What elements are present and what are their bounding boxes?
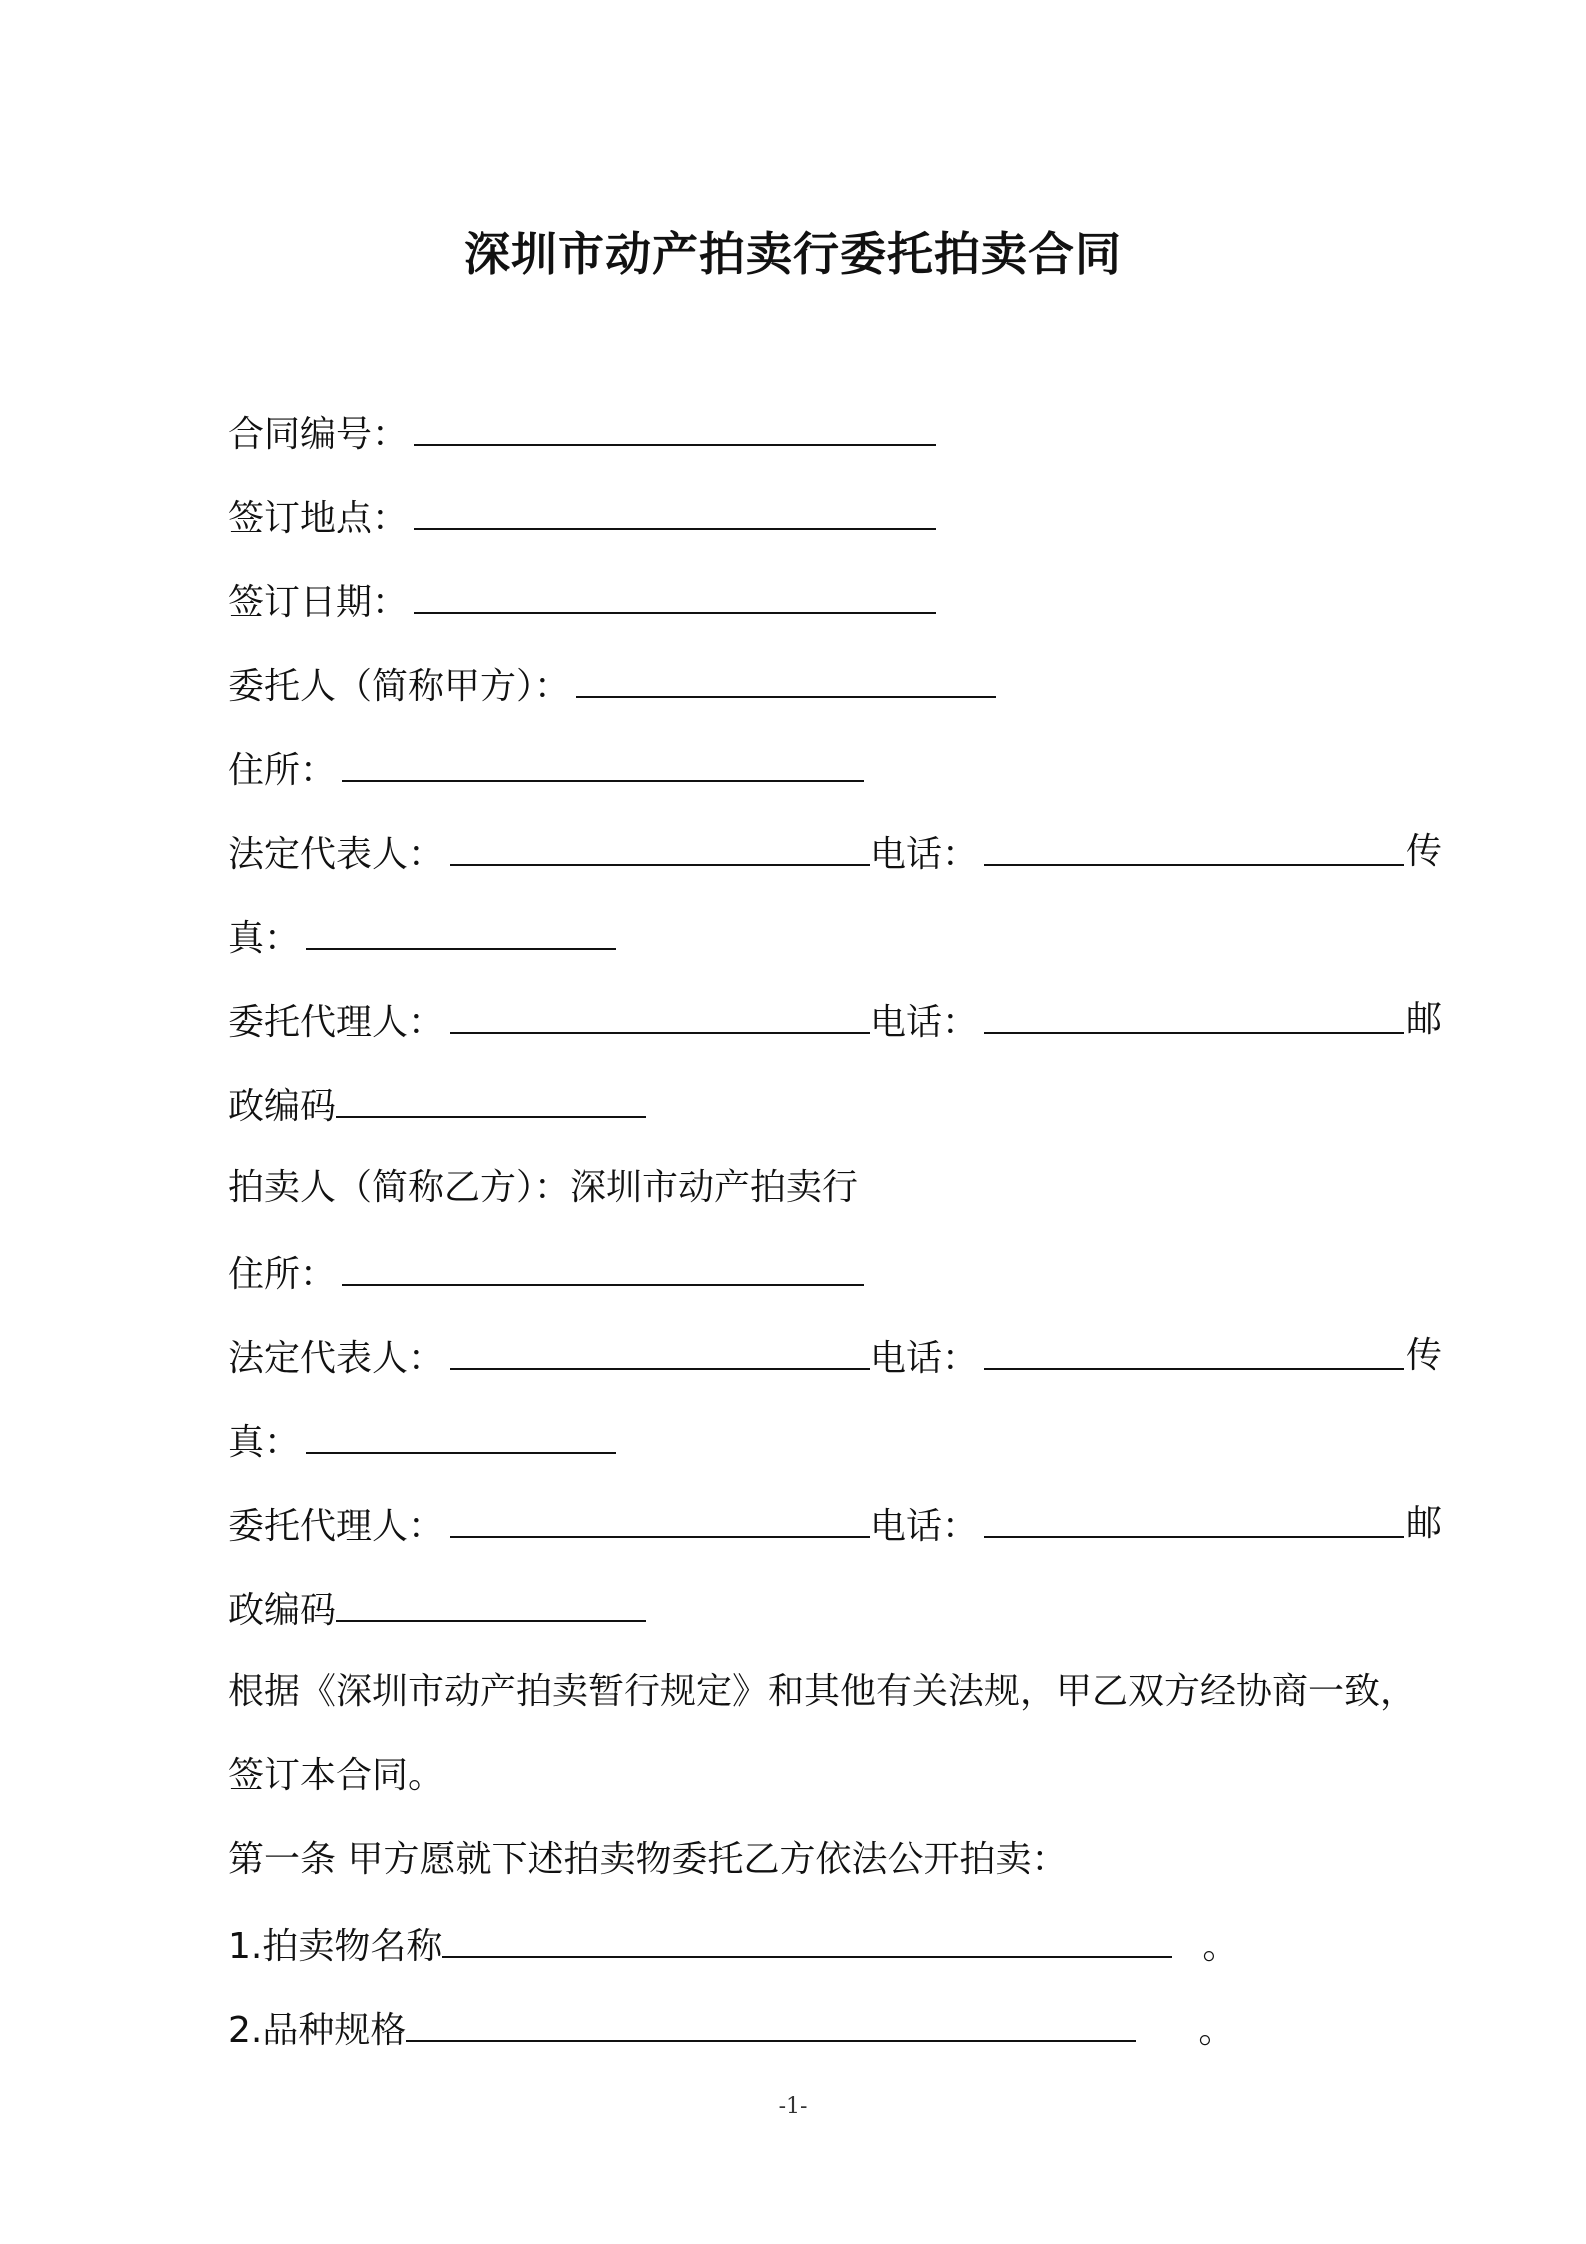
party-a-fax-field[interactable] — [306, 914, 616, 950]
party-a-address-label: 住所： — [228, 750, 337, 791]
party-b-agent-row — [228, 1502, 1404, 1549]
party-b-legal-rep-row — [228, 1334, 1404, 1381]
sign-date-row — [228, 578, 936, 625]
party-a-agent-phone-label: 电话： — [870, 1002, 979, 1043]
party-b-fax-field[interactable] — [306, 1418, 616, 1454]
party-a-fax-label: 真： — [228, 918, 301, 959]
party-a-label: 委托人（简称甲方）： — [228, 666, 571, 707]
party-b-row — [228, 1166, 858, 1210]
item-2-label: 2.品种规格 — [228, 2010, 407, 2051]
party-a-legal-rep-row — [228, 830, 1404, 877]
party-b-phone-label: 电话： — [870, 1338, 979, 1379]
party-b-agent-field[interactable] — [450, 1502, 870, 1538]
sign-place-label: 签订地点： — [228, 498, 409, 539]
party-b-name: 深圳市动产拍卖行 — [570, 1167, 859, 1208]
party-a-postcode-label-start: 邮 — [1406, 999, 1443, 1040]
party-b-agent-label: 委托代理人： — [228, 1506, 445, 1547]
party-b-label: 拍卖人（简称乙方）： — [228, 1167, 571, 1208]
party-b-legal-rep-label: 法定代表人： — [228, 1338, 445, 1379]
party-a-agent-field[interactable] — [450, 998, 870, 1034]
sign-date-label: 签订日期： — [228, 582, 409, 623]
preamble-line-1: 根据《深圳市动产拍卖暂行规定》和其他有关法规，甲乙双方经协商一致， — [228, 1671, 1417, 1712]
party-b-fax-row — [228, 1418, 616, 1465]
document-title: 深圳市动产拍卖行委托拍卖合同 — [464, 227, 1122, 281]
party-a-phone-label: 电话： — [870, 834, 979, 875]
party-a-agent-label: 委托代理人： — [228, 1002, 445, 1043]
party-a-address-field[interactable] — [342, 746, 864, 782]
sign-place-field[interactable] — [414, 494, 936, 530]
contract-number-row — [228, 410, 936, 457]
contract-number-field[interactable] — [414, 410, 936, 446]
party-b-postcode-label-start: 邮 — [1406, 1503, 1443, 1544]
party-a-legal-rep-label: 法定代表人： — [228, 834, 445, 875]
sign-date-field[interactable] — [414, 578, 936, 614]
party-b-fax-label: 真： — [228, 1422, 301, 1463]
party-b-address-row — [228, 1250, 864, 1297]
party-a-postcode-row — [228, 1082, 646, 1129]
party-b-agent-phone-field[interactable] — [984, 1502, 1404, 1538]
party-b-address-label: 住所： — [228, 1254, 337, 1295]
party-a-agent-row — [228, 998, 1404, 1045]
party-a-postcode-label: 政编码 — [228, 1086, 337, 1127]
party-a-legal-rep-field[interactable] — [450, 830, 870, 866]
party-a-row — [228, 662, 996, 709]
party-a-postcode-field[interactable] — [336, 1082, 646, 1118]
item-2-row — [228, 2006, 1234, 2053]
party-a-address-row — [228, 746, 864, 793]
party-b-postcode-row — [228, 1586, 646, 1633]
item-2-field[interactable] — [406, 2006, 1136, 2042]
party-b-fax-label-start: 传 — [1406, 1335, 1443, 1376]
party-b-postcode-field[interactable] — [336, 1586, 646, 1622]
party-a-fax-label-start: 传 — [1406, 831, 1443, 872]
page-number: -1- — [778, 2094, 808, 2119]
article-1: 第一条 甲方愿就下述拍卖物委托乙方依法公开拍卖： — [228, 1839, 1068, 1880]
party-a-agent-phone-field[interactable] — [984, 998, 1404, 1034]
item-1-label: 1.拍卖物名称 — [228, 1926, 443, 1967]
party-b-postcode-label: 政编码 — [228, 1590, 337, 1631]
party-a-phone-field[interactable] — [984, 830, 1404, 866]
item-1-row — [228, 1922, 1238, 1969]
item-1-field[interactable] — [442, 1922, 1172, 1958]
party-b-legal-rep-field[interactable] — [450, 1334, 870, 1370]
party-b-phone-field[interactable] — [984, 1334, 1404, 1370]
contract-number-label: 合同编号： — [228, 414, 409, 455]
item-1-period: 。 — [1202, 1926, 1239, 1967]
sign-place-row — [228, 494, 936, 541]
party-a-fax-row — [228, 914, 616, 961]
item-2-period: 。 — [1198, 2010, 1235, 2051]
party-a-field[interactable] — [576, 662, 996, 698]
preamble-line-2: 签订本合同。 — [228, 1755, 445, 1796]
party-b-address-field[interactable] — [342, 1250, 864, 1286]
party-b-agent-phone-label: 电话： — [870, 1506, 979, 1547]
